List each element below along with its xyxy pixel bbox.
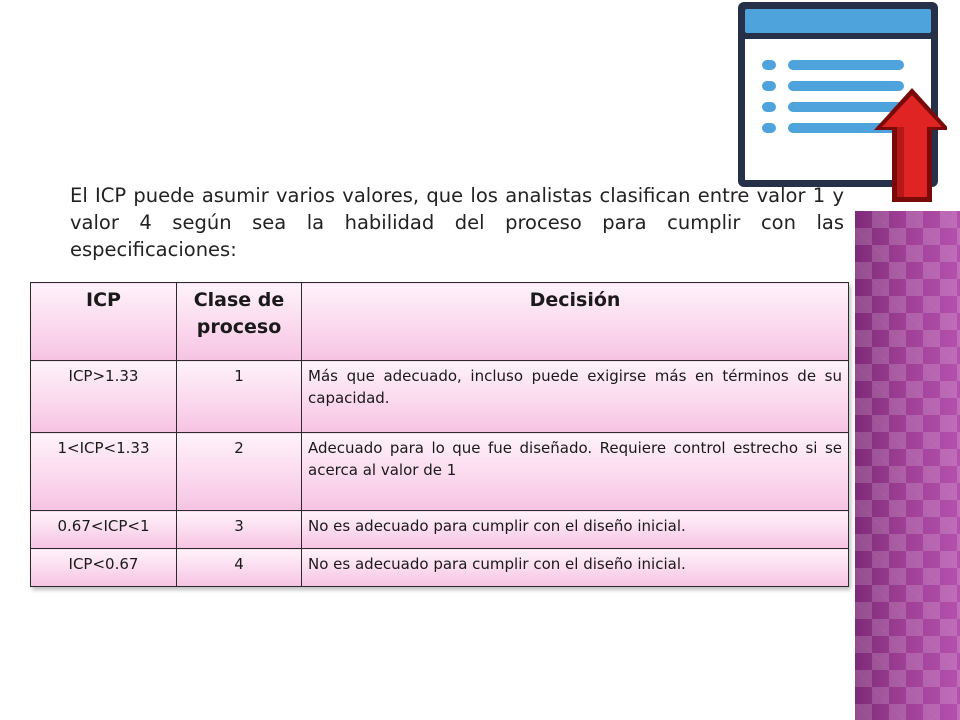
cell-decision: Más que adecuado, incluso puede exigirse más en términos de su capacidad. bbox=[302, 361, 849, 433]
cell-decision: No es adecuado para cumplir con el diseño inicial. bbox=[302, 511, 849, 549]
cell-decision: Adecuado para lo que fue diseñado. Requiere control estrecho si se acerca al valor de 1 bbox=[302, 433, 849, 511]
header-decision: Decisión bbox=[302, 283, 849, 361]
table-row bbox=[31, 361, 849, 433]
cell-icp: ICP>1.33 bbox=[31, 361, 177, 433]
intro-paragraph: El ICP puede asumir varios valores, que los analistas clasifican entre valor 1 y valor 4 según sea la habilidad del proceso para cumplir con las especificaciones: bbox=[70, 183, 844, 261]
cell-clase: 3 bbox=[177, 511, 302, 549]
list-window-icon bbox=[732, 0, 947, 205]
cell-decision: No es adecuado para cumplir con el diseño inicial. bbox=[302, 549, 849, 587]
header-icp: ICP bbox=[31, 283, 177, 361]
header-clase-de-proceso: Clase de proceso bbox=[177, 283, 302, 361]
table-row bbox=[31, 549, 849, 587]
table-row bbox=[31, 433, 849, 511]
cell-icp: 0.67<ICP<1 bbox=[31, 511, 177, 549]
cell-icp: 1<ICP<1.33 bbox=[31, 433, 177, 511]
cell-clase: 2 bbox=[177, 433, 302, 511]
icp-classification-table bbox=[30, 282, 849, 587]
table-header-row bbox=[31, 283, 849, 361]
cell-clase: 1 bbox=[177, 361, 302, 433]
table-row bbox=[31, 511, 849, 549]
cell-clase: 4 bbox=[177, 549, 302, 587]
decorative-side-strip bbox=[855, 211, 960, 720]
cell-icp: ICP<0.67 bbox=[31, 549, 177, 587]
